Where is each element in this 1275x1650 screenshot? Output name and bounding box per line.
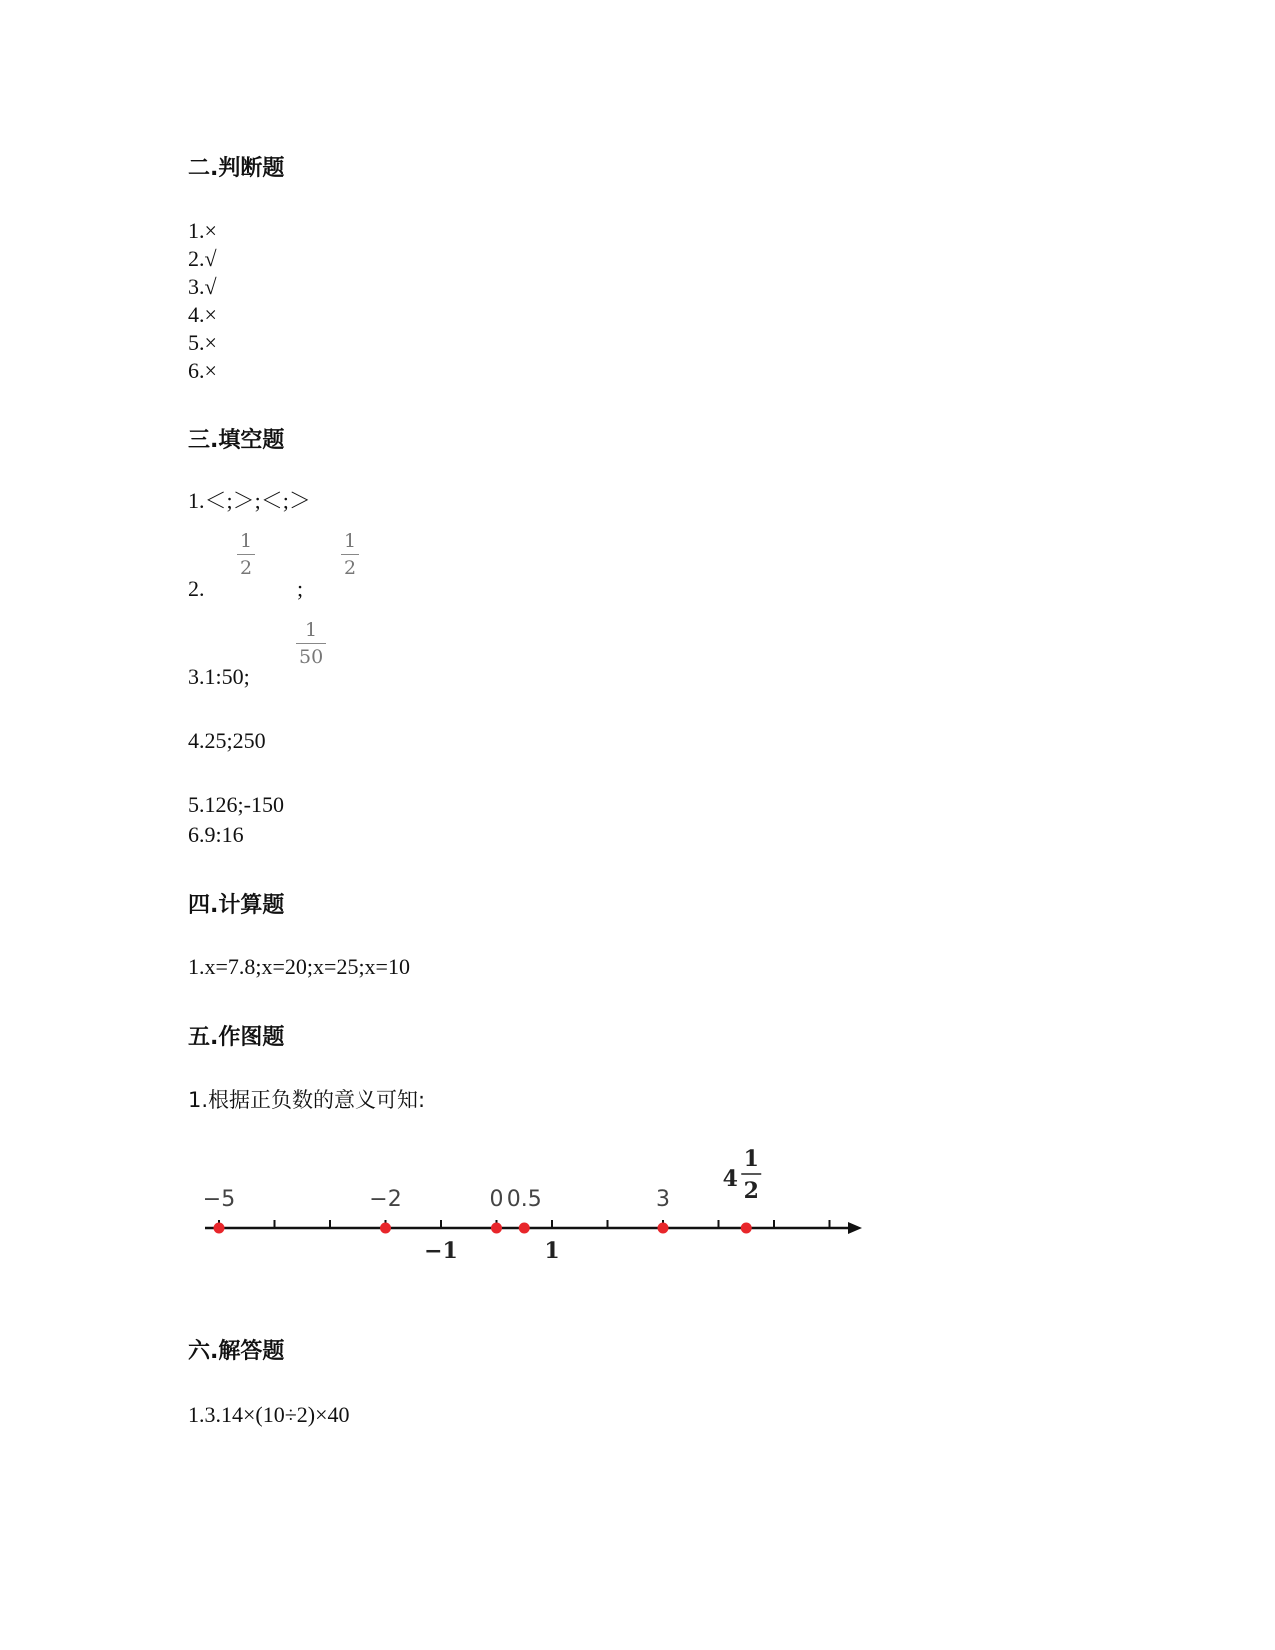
number-line-label: −5 <box>202 1187 236 1212</box>
number-line-label: 3 <box>656 1187 670 1212</box>
fill-answer-2-separator: ; <box>297 576 304 601</box>
fraction-denominator: 50 <box>299 646 324 668</box>
number-line-point <box>741 1223 752 1234</box>
fill-answer-3: 3.1:50; <box>188 664 250 689</box>
fill-answer-2-prefix: 2. <box>188 576 205 601</box>
calc-answer-1: 1.x=7.8;x=20;x=25;x=10 <box>188 954 410 979</box>
fraction-numerator: 1 <box>305 619 318 641</box>
section-title-solution: 六.解答题 <box>188 1339 285 1364</box>
number-line-point <box>214 1223 225 1234</box>
number-line-label: 0 <box>489 1187 504 1212</box>
fraction-numerator: 1 <box>240 530 253 552</box>
number-line-label: 1 <box>544 1238 560 1264</box>
judgement-answer: 1.× <box>188 218 217 243</box>
drawing-answer-1: 1.根据正负数的意义可知: <box>188 1088 426 1112</box>
section-title-calculation: 四.计算题 <box>188 893 285 918</box>
fraction-denominator: 2 <box>344 557 357 579</box>
judgement-answer: 5.× <box>188 330 217 355</box>
fraction-denominator: 2 <box>240 557 253 579</box>
fill-answer-1: 1.＜;＞;＜;＞ <box>188 488 311 513</box>
number-line-point <box>491 1223 502 1234</box>
fraction-numerator: 1 <box>344 530 357 552</box>
number-line-point <box>519 1223 530 1234</box>
mixed-number-numerator: 1 <box>743 1146 759 1172</box>
judgement-answer: 3.√ <box>188 274 217 299</box>
fill-answer-6: 6.9:16 <box>188 822 244 847</box>
number-line-label: 0.5 <box>506 1187 542 1212</box>
section-title-fill-blank: 三.填空题 <box>188 428 285 453</box>
fill-answer-4: 4.25;250 <box>188 728 266 753</box>
judgement-answer: 6.× <box>188 358 217 383</box>
judgement-answer: 2.√ <box>188 246 217 271</box>
number-line-arrow <box>848 1222 862 1234</box>
solution-answer-1: 1.3.14×(10÷2)×40 <box>188 1402 350 1427</box>
judgement-answer: 4.× <box>188 302 217 327</box>
number-line-label: −1 <box>424 1238 458 1264</box>
fill-answer-5: 5.126;-150 <box>188 792 284 817</box>
section-title-judgement: 二.判断题 <box>188 156 285 181</box>
number-line-point <box>658 1223 669 1234</box>
section-title-drawing: 五.作图题 <box>188 1025 285 1050</box>
number-line-label: −2 <box>369 1187 402 1212</box>
number-line-point <box>380 1223 391 1234</box>
mixed-number-whole: 4 <box>722 1166 738 1192</box>
mixed-number-denominator: 2 <box>743 1178 759 1204</box>
